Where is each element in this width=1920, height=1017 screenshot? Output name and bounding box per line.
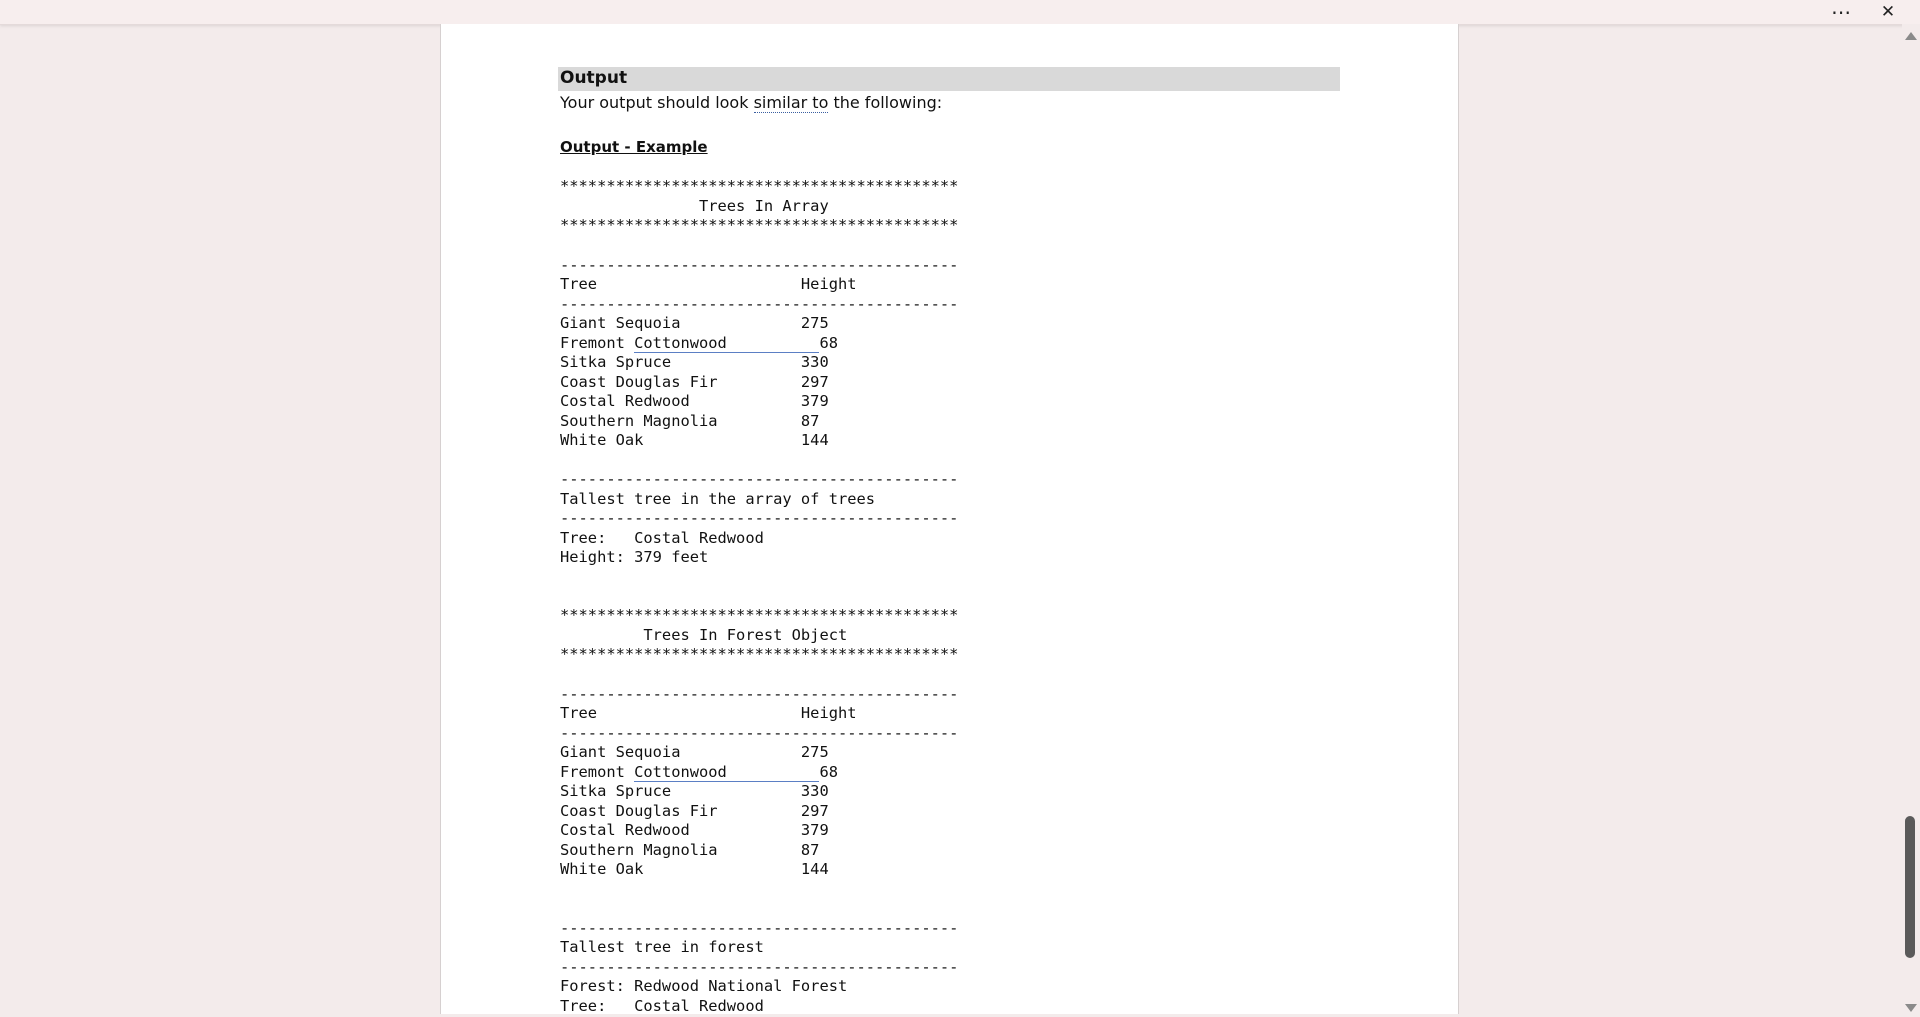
column-headers: Tree Height: [560, 704, 857, 722]
tree-row-prefix: Fremont: [560, 334, 635, 352]
tallest-tree-height: Height: 379 feet: [560, 548, 709, 566]
tallest-tree-name: Tree: Costal Redwood: [560, 529, 764, 547]
column-headers: Tree Height: [560, 275, 857, 293]
example-title: Output - Example: [560, 138, 708, 156]
tree-row: Sitka Spruce 330: [560, 353, 829, 371]
tree-row: Coast Douglas Fir 297: [560, 373, 829, 391]
stars-rule: *******************************************: [560, 216, 959, 234]
intro-text-after: the following:: [828, 93, 943, 112]
tree-row: Coast Douglas Fir 297: [560, 802, 829, 820]
stars-rule: *******************************************: [560, 645, 959, 663]
tree-row: [560, 763, 838, 783]
section-heading-bar: [558, 67, 1340, 91]
dash-rule: -------------------------------------------: [560, 295, 959, 313]
tallest-array-heading: Tallest tree in the array of trees: [560, 490, 876, 508]
spellcheck-flagged-word[interactable]: Cottonwood: [634, 763, 820, 781]
tree-row: [560, 334, 838, 354]
forest-tallest-tree: Tree: Costal Redwood: [560, 997, 764, 1015]
dash-rule: -------------------------------------------: [560, 470, 959, 488]
tree-row-height: 68: [819, 334, 839, 352]
tree-row-height: 68: [819, 763, 839, 781]
tree-row: Southern Magnolia 87: [560, 841, 820, 859]
stars-rule: *******************************************: [560, 177, 959, 195]
tree-row: Costal Redwood 379: [560, 392, 829, 410]
tree-row: Sitka Spruce 330: [560, 782, 829, 800]
tree-row: White Oak 144: [560, 431, 829, 449]
tree-row: Giant Sequoia 275: [560, 314, 829, 332]
tree-row-prefix: Fremont: [560, 763, 635, 781]
forest-header: Trees In Forest Object: [560, 626, 848, 644]
close-icon[interactable]: ✕: [1880, 2, 1896, 22]
dash-rule: -------------------------------------------: [560, 958, 959, 976]
tree-row: Giant Sequoia 275: [560, 743, 829, 761]
grammar-flagged-phrase[interactable]: similar to: [753, 93, 829, 112]
dash-rule: -------------------------------------------: [560, 919, 959, 937]
more-options-icon[interactable]: ⋯: [1831, 0, 1851, 24]
vertical-scrollbar[interactable]: [1902, 24, 1920, 1014]
dash-rule: -------------------------------------------: [560, 685, 959, 703]
scroll-thumb[interactable]: [1905, 816, 1915, 958]
scroll-up-icon[interactable]: [1905, 32, 1917, 40]
dash-rule: -------------------------------------------: [560, 724, 959, 742]
tallest-forest-heading: Tallest tree in forest: [560, 938, 764, 956]
dash-rule: -------------------------------------------: [560, 509, 959, 527]
stars-rule: *******************************************: [560, 606, 959, 624]
section-heading: Output: [560, 68, 628, 88]
tree-row: White Oak 144: [560, 860, 829, 878]
dash-rule: -------------------------------------------: [560, 256, 959, 274]
tree-row: Costal Redwood 379: [560, 821, 829, 839]
array-header: Trees In Array: [560, 197, 829, 215]
tree-row: Southern Magnolia 87: [560, 412, 820, 430]
spellcheck-flagged-word[interactable]: Cottonwood: [634, 334, 820, 352]
intro-paragraph: [560, 93, 942, 112]
forest-name: Forest: Redwood National Forest: [560, 977, 848, 995]
viewer-toolbar: [0, 0, 1920, 25]
scroll-down-icon[interactable]: [1905, 1004, 1917, 1012]
document-page: [440, 24, 1459, 1014]
intro-text-before: Your output should look: [560, 93, 754, 112]
